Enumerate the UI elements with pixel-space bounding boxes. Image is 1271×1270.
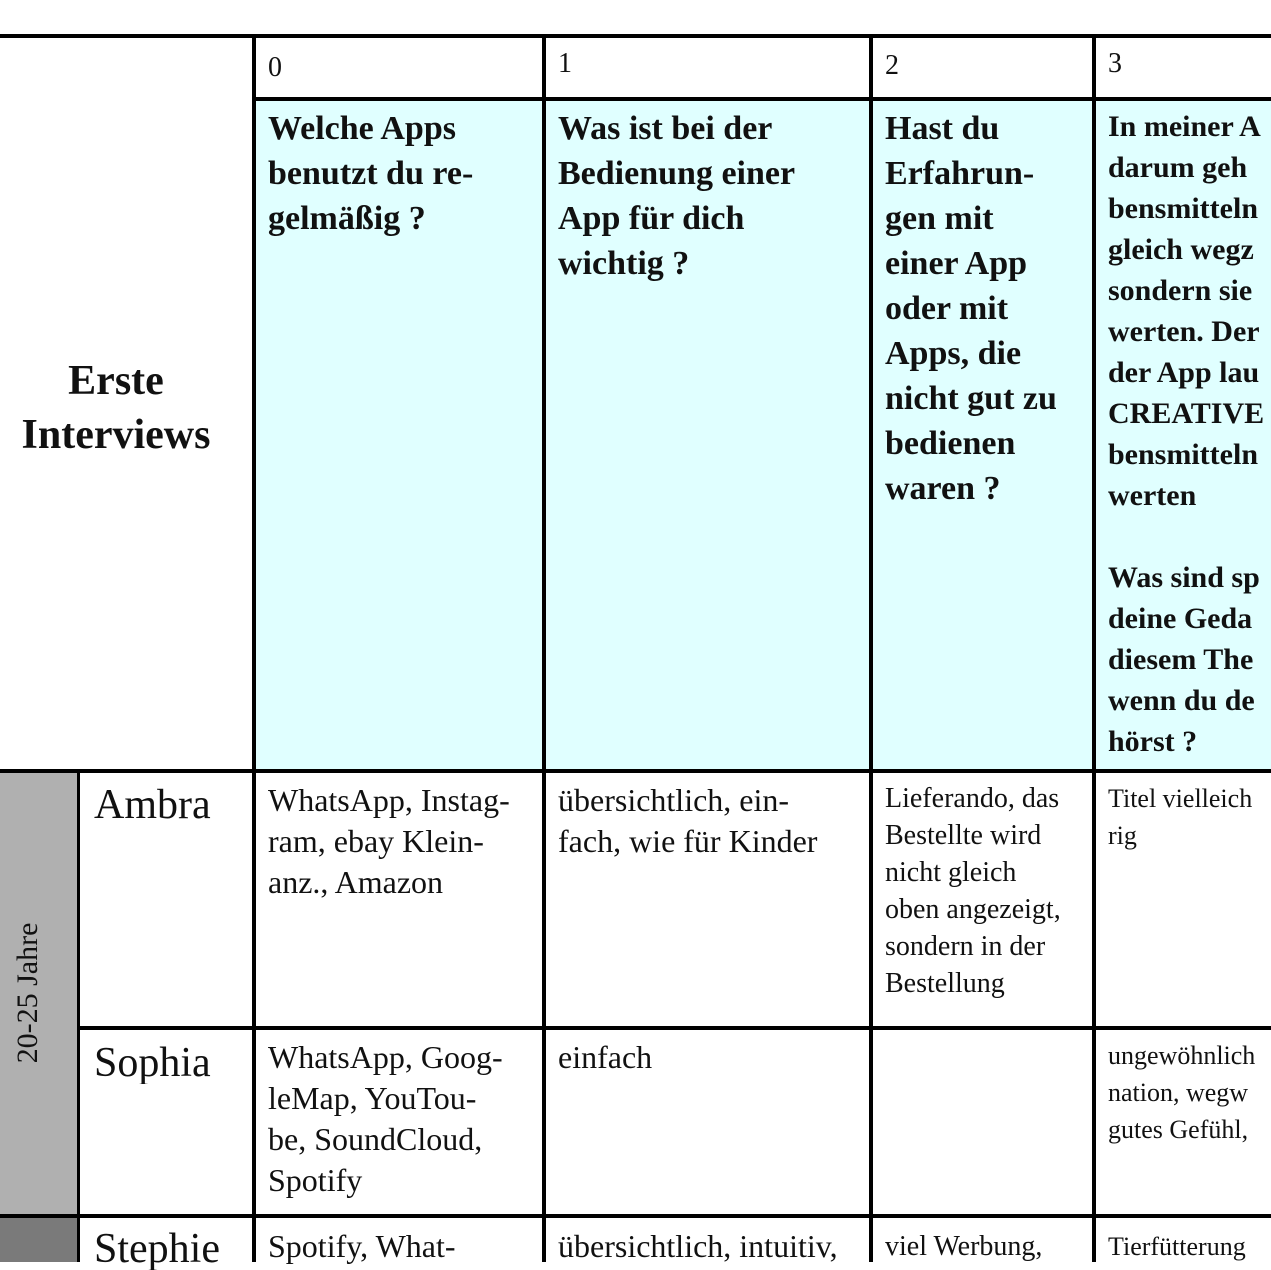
- answer-stephie-3: Tierfütterung: [1108, 1232, 1246, 1261]
- border-age-col: [77, 770, 80, 1262]
- question-0: Welche Apps benutzt du re- gelmäßig ?: [268, 110, 474, 237]
- answer-sophia-3: ungewöhnlich nation, wegw gutes Gefühl,: [1108, 1041, 1256, 1144]
- row-name-stephie: Stephie: [94, 1228, 220, 1270]
- answer-stephie-1: übersichtlich, intuitiv,: [558, 1228, 838, 1264]
- border-row-2: [0, 1214, 1271, 1218]
- border-header-bottom: [0, 769, 1271, 773]
- answer-ambra-2: Lieferando, das Bestellte wird nicht gleich oben angezeigt, sondern in der Bestellung: [885, 783, 1061, 999]
- border-col-3-left: [1092, 36, 1096, 1262]
- border-col-2-left: [869, 36, 873, 1262]
- column-number-0: 0: [268, 54, 282, 82]
- answer-sophia-0: WhatsApp, Goog- leMap, YouTou- be, SoundCloud, Spotify: [268, 1039, 503, 1198]
- answer-ambra-0: WhatsApp, Instag- ram, ebay Klein- anz., Amazon: [268, 782, 510, 900]
- row-name-sophia: Sophia: [94, 1042, 211, 1084]
- answer-stephie-2: viel Werbung,: [885, 1231, 1043, 1262]
- age-group-bar-next: [0, 1218, 79, 1262]
- column-number-1: 1: [558, 50, 572, 78]
- answer-stephie-0: Spotify, What-: [268, 1228, 456, 1264]
- answer-sophia-1: einfach: [558, 1039, 653, 1075]
- border-col-1-left: [542, 36, 546, 1262]
- border-col-0-left: [252, 36, 256, 1262]
- question-3: In meiner A darum geh bensmitteln gleich wegz sondern sie werten. Der der App lau CREATIVE bensmitteln werten Was sind sp deine Geda diesem The wenn du de hörst ?: [1108, 110, 1265, 758]
- question-1: Was ist bei der Bedienung einer App für dich wichtig ?: [558, 110, 796, 282]
- answer-ambra-3: Titel vielleich rig: [1108, 784, 1253, 850]
- section-title: Erste Interviews: [21, 358, 211, 458]
- border-top: [0, 34, 1271, 38]
- border-header-number: [253, 97, 1271, 101]
- column-number-2: 2: [885, 52, 899, 80]
- answer-ambra-1: übersichtlich, ein- fach, wie für Kinder: [558, 782, 818, 859]
- row-name-ambra: Ambra: [94, 784, 211, 826]
- column-number-3: 3: [1108, 50, 1122, 78]
- age-group-label: 20-25 Jahre: [11, 922, 44, 1064]
- question-2: Hast du Erfahrun- gen mit einer App oder mit Apps, die nicht gut zu bedienen waren ?: [885, 110, 1057, 507]
